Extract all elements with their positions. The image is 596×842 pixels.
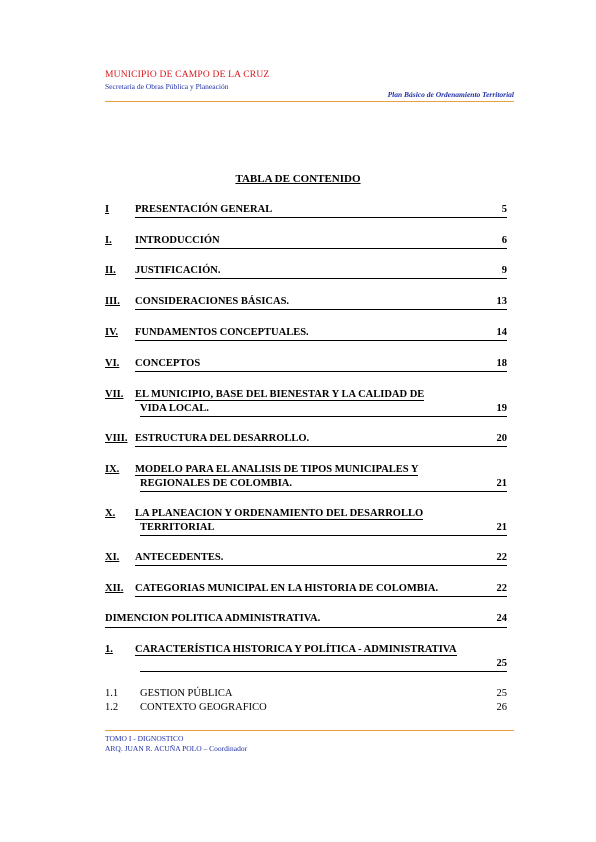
- header-divider: [105, 101, 514, 102]
- toc-entry-page: 9: [501, 265, 507, 276]
- toc-section-line: [135, 644, 507, 657]
- toc-entry-text: CATEGORIAS MUNICIPAL EN LA HISTORIA DE COLOMBIA.: [135, 583, 439, 594]
- toc-entry-text: JUSTIFICACIÓN.: [135, 265, 221, 276]
- toc-subsection-number: 1.2: [105, 702, 119, 713]
- toc-entry-number: I.: [105, 235, 112, 246]
- toc-entry-number: I: [105, 204, 110, 215]
- toc-entry-page: 6: [501, 235, 507, 246]
- toc-entry-page: 21: [496, 522, 507, 533]
- toc-entry-line: [135, 583, 507, 597]
- toc-entry-number: II.: [105, 265, 116, 276]
- toc-entry-text: ANTECEDENTES.: [135, 552, 224, 563]
- toc-entry-line: [135, 327, 507, 341]
- toc-entry-line: [135, 265, 507, 279]
- toc-subsection-text: CONTEXTO GEOGRAFICO: [140, 702, 267, 713]
- toc-section-line-continued: [140, 658, 507, 672]
- toc-title: TABLA DE CONTENIDO: [235, 173, 361, 185]
- toc-entry-page: 21: [496, 478, 507, 489]
- toc-entry-line: [135, 358, 507, 372]
- header-plan-title: Plan Básico de Ordenamiento Territorial: [387, 90, 514, 99]
- toc-section-text: CARACTERÍSTICA HISTORICA Y POLÍTICA - ADMINISTRATIVA: [135, 644, 457, 655]
- toc-entry-line: [135, 433, 507, 447]
- toc-entry-line-continued: [140, 522, 507, 536]
- toc-subsection-number: 1.1: [105, 688, 119, 699]
- header-secretariat: Secretaria de Obras Pública y Planeación: [105, 82, 229, 91]
- toc-entry-page: 5: [501, 204, 507, 215]
- toc-entry-line: [135, 204, 507, 218]
- toc-subsection-text: GESTION PÚBLICA: [140, 688, 233, 699]
- toc-entry-number: XI.: [105, 552, 120, 563]
- toc-entry-page: 22: [496, 552, 507, 563]
- toc-entry-page: 19: [496, 403, 507, 414]
- footer-volume: TOMO I - DIGNOSTICO: [105, 734, 184, 743]
- footer-divider: [105, 730, 514, 731]
- toc-entry-text: PRESENTACIÓN GENERAL: [135, 204, 273, 215]
- footer-coordinator: ARQ. JUAN R. ACUÑA POLO – Coordinador: [105, 744, 248, 753]
- toc-subsection-page: 26: [496, 702, 507, 713]
- toc-entry-line: [135, 235, 507, 249]
- toc-entry-text-continued: VIDA LOCAL.: [140, 403, 209, 414]
- toc-entry-text: EL MUNICIPIO, BASE DEL BIENESTAR Y LA CALIDAD DE: [135, 389, 425, 400]
- toc-entry-page: 18: [496, 358, 507, 369]
- toc-entry-number: IX.: [105, 464, 120, 475]
- toc-entry-text: ESTRUCTURA DEL DESARROLLO.: [135, 433, 310, 444]
- toc-entry-number: IV.: [105, 327, 118, 338]
- toc-entry-line: [135, 389, 507, 402]
- toc-entry-line-continued: [140, 403, 507, 417]
- header-municipality: MUNICIPIO DE CAMPO DE LA CRUZ: [105, 70, 270, 80]
- toc-entry-number: VII.: [105, 389, 124, 400]
- toc-entry-text: LA PLANEACION Y ORDENAMIENTO DEL DESARROLLO: [135, 508, 424, 519]
- toc-entry-text: FUNDAMENTOS CONCEPTUALES.: [135, 327, 309, 338]
- toc-entry-number: X.: [105, 508, 116, 519]
- toc-entry-line: [135, 296, 507, 310]
- toc-entry-number: XII.: [105, 583, 124, 594]
- toc-entry-text: MODELO PARA EL ANALISIS DE TIPOS MUNICIPALES Y: [135, 464, 419, 475]
- toc-dimension-page: 24: [496, 613, 507, 624]
- toc-dimension-heading[interactable]: [105, 613, 507, 628]
- toc-entry-text: CONCEPTOS: [135, 358, 201, 369]
- toc-entry-number: VIII.: [105, 433, 128, 444]
- toc-entry-page: 20: [496, 433, 507, 444]
- toc-entry-text-continued: TERRITORIAL: [140, 522, 215, 533]
- toc-entry-page: 14: [496, 327, 507, 338]
- toc-entry-line: [135, 508, 507, 521]
- toc-entry-page: 22: [496, 583, 507, 594]
- toc-section-page: 25: [496, 658, 507, 669]
- toc-entry-text: CONSIDERACIONES BÁSICAS.: [135, 296, 290, 307]
- toc-entry-line-continued: [140, 478, 507, 492]
- toc-entry-number: VI.: [105, 358, 120, 369]
- toc-entry-line: [135, 552, 507, 566]
- toc-subsection-page: 25: [496, 688, 507, 699]
- toc-entry-number: III.: [105, 296, 120, 307]
- toc-dimension-text: DIMENCION POLITICA ADMINISTRATIVA.: [105, 613, 321, 624]
- toc-entry-text: INTRODUCCIÓN: [135, 235, 220, 246]
- toc-entry-text-continued: REGIONALES DE COLOMBIA.: [140, 478, 292, 489]
- toc-entry-line: [135, 464, 507, 477]
- toc-section-number: 1.: [105, 644, 113, 655]
- toc-entry-page: 13: [496, 296, 507, 307]
